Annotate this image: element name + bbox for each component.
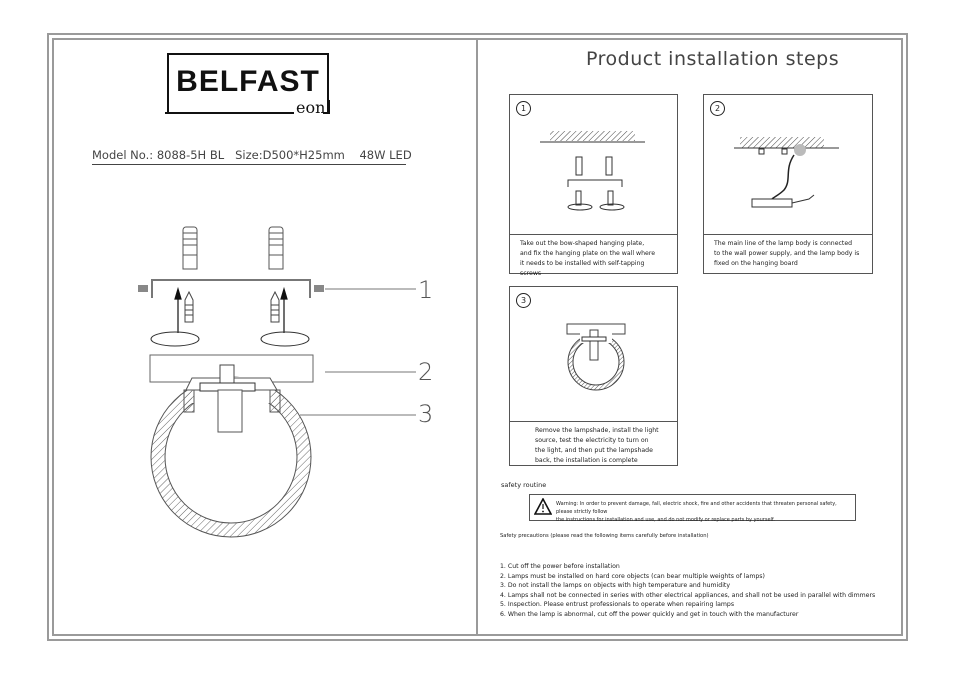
step-3-illustration [510, 287, 679, 427]
page-title: Product installation steps [586, 48, 840, 70]
caption-line: source, test the electricity to turn on [535, 437, 649, 444]
warning-line: Warning: In order to prevent damage, fall, electric shock, fire and other accidents that threaten personal safety, please strictly follow [556, 501, 837, 515]
step-2-illustration [704, 95, 874, 235]
step-1-illustration [510, 95, 679, 235]
caption-line: Take out the bow-shaped hanging plate, [520, 240, 645, 247]
callout-1: 1 [418, 276, 434, 304]
warning-line: the instructions for installation and use, and do not modify or replace parts by yourself. [556, 517, 775, 523]
size-value: D500*H25mm [262, 148, 345, 162]
step-number: 2 [710, 101, 725, 116]
caption-line: Remove the lampshade, install the light [535, 427, 659, 434]
logo-corner [328, 100, 330, 114]
precaution-item: 3. Do not install the lamps on objects with high temperature and humidity [500, 582, 731, 589]
step-2-card [703, 94, 873, 274]
exploded-view-drawing [120, 215, 450, 560]
model-label: Model No.: [92, 148, 154, 162]
step-number: 3 [516, 293, 531, 308]
warning-box [529, 494, 856, 521]
step-caption [510, 421, 677, 465]
precautions-list [500, 562, 875, 619]
warning-text [556, 500, 851, 524]
ring-lamp-icon [151, 365, 311, 537]
callout-2: 2 [418, 358, 434, 386]
wall-anchor-icon [183, 227, 283, 269]
model-value: 8088-5H BL [156, 148, 225, 162]
caption-line: back, the installation is complete [535, 457, 638, 464]
precaution-item: 5. Inspection. Please entrust professionals to operate when repairing lamps [500, 601, 735, 608]
brand-sub: eon [296, 98, 326, 117]
caption-line: to the wall power supply, and the lamp body is [714, 250, 860, 257]
logo-underline [165, 112, 294, 114]
caption-line: the light, and then put the lampshade [535, 447, 653, 454]
precautions-label: Safety precautions (please read the following items carefully before installation) [500, 533, 709, 539]
page-divider [476, 38, 478, 636]
warning-triangle-icon [534, 498, 552, 516]
step-caption [510, 234, 677, 277]
spec-line [92, 148, 412, 162]
caption-line: it needs to be installed with self-tapping screws [520, 260, 645, 277]
side-screw-icon [138, 285, 324, 292]
brand-name: BELFAST [176, 65, 320, 98]
caption-line: and fix the hanging plate on the wall where [520, 250, 656, 257]
safety-routine-label: safety routine [501, 481, 547, 489]
rotation-arrow-icon [151, 332, 309, 346]
step-1-card [509, 94, 678, 277]
callout-3: 3 [418, 400, 434, 428]
caption-line: fixed on the hanging board [714, 260, 798, 267]
precaution-item: 4. Lamps shall not be connected in series with other electrical appliances, and shall not be used in parallel with dimmers [500, 591, 876, 599]
precaution-item: 2. Lamps must be installed on hard core objects (can bear multiple weights of lamps) [500, 572, 765, 580]
precaution-item: 6. When the lamp is abnormal, cut off the power quickly and get in touch with the manufacturer [500, 610, 799, 618]
precaution-item: 1. Cut off the power before installation [500, 563, 620, 570]
screw-icon [185, 292, 279, 322]
step-number: 1 [516, 101, 531, 116]
power-value: 48W LED [359, 148, 412, 162]
size-label: Size: [235, 148, 263, 162]
step-caption [704, 234, 872, 273]
step-3-card [509, 286, 678, 466]
spec-underline [92, 164, 406, 165]
caption-line: The main line of the lamp body is connected [714, 240, 853, 247]
